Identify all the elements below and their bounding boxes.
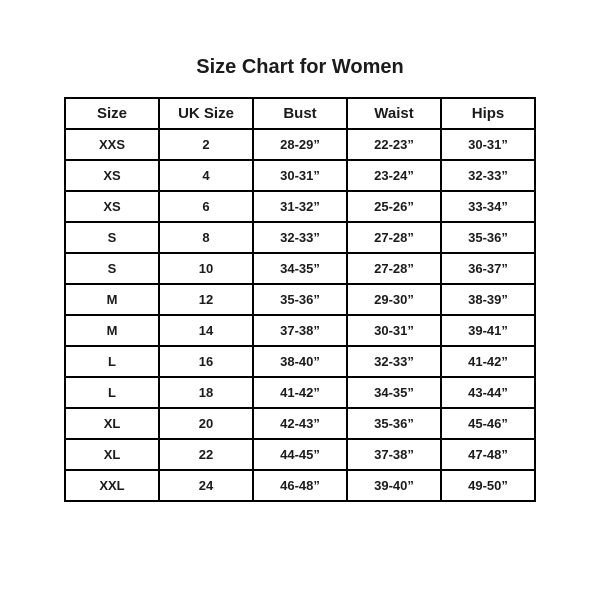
cell-uk-size: 6 [159,191,253,222]
table-row [65,377,535,408]
cell-hips: 39-41” [441,315,535,346]
cell-size: XS [65,160,159,191]
header-row [65,98,535,129]
table-row [65,284,535,315]
cell-size: M [65,284,159,315]
cell-bust: 31-32” [253,191,347,222]
cell-uk-size: 14 [159,315,253,346]
table-row [65,222,535,253]
table-row [65,315,535,346]
header-uk-size: UK Size [159,98,253,129]
table-header [65,98,535,129]
cell-waist: 23-24” [347,160,441,191]
cell-bust: 37-38” [253,315,347,346]
cell-waist: 39-40” [347,470,441,501]
cell-uk-size: 22 [159,439,253,470]
cell-size: S [65,222,159,253]
cell-waist: 37-38” [347,439,441,470]
cell-waist: 32-33” [347,346,441,377]
cell-bust: 34-35” [253,253,347,284]
cell-bust: 38-40” [253,346,347,377]
cell-uk-size: 16 [159,346,253,377]
cell-hips: 47-48” [441,439,535,470]
cell-size: L [65,377,159,408]
cell-uk-size: 20 [159,408,253,439]
cell-waist: 25-26” [347,191,441,222]
cell-hips: 33-34” [441,191,535,222]
cell-bust: 44-45” [253,439,347,470]
cell-size: S [65,253,159,284]
cell-size: M [65,315,159,346]
cell-bust: 30-31” [253,160,347,191]
cell-waist: 34-35” [347,377,441,408]
cell-bust: 35-36” [253,284,347,315]
cell-bust: 42-43” [253,408,347,439]
cell-size: XL [65,408,159,439]
cell-hips: 38-39” [441,284,535,315]
cell-uk-size: 10 [159,253,253,284]
cell-waist: 27-28” [347,253,441,284]
header-waist: Waist [347,98,441,129]
cell-hips: 36-37” [441,253,535,284]
cell-uk-size: 8 [159,222,253,253]
cell-waist: 35-36” [347,408,441,439]
header-size: Size [65,98,159,129]
cell-waist: 27-28” [347,222,441,253]
cell-hips: 41-42” [441,346,535,377]
header-bust: Bust [253,98,347,129]
cell-bust: 46-48” [253,470,347,501]
cell-size: XXS [65,129,159,160]
cell-size: XXL [65,470,159,501]
cell-hips: 35-36” [441,222,535,253]
table-body [65,129,535,501]
cell-bust: 28-29” [253,129,347,160]
cell-uk-size: 12 [159,284,253,315]
cell-hips: 32-33” [441,160,535,191]
table-row [65,408,535,439]
cell-hips: 30-31” [441,129,535,160]
cell-uk-size: 24 [159,470,253,501]
table-row [65,160,535,191]
size-chart-table [64,97,536,502]
table-row [65,470,535,501]
cell-size: XS [65,191,159,222]
cell-uk-size: 4 [159,160,253,191]
cell-size: XL [65,439,159,470]
table-row [65,191,535,222]
table-row [65,253,535,284]
cell-hips: 45-46” [441,408,535,439]
cell-uk-size: 2 [159,129,253,160]
cell-hips: 49-50” [441,470,535,501]
cell-waist: 30-31” [347,315,441,346]
cell-waist: 22-23” [347,129,441,160]
table-row [65,439,535,470]
table-row [65,129,535,160]
cell-uk-size: 18 [159,377,253,408]
cell-hips: 43-44” [441,377,535,408]
cell-bust: 41-42” [253,377,347,408]
cell-bust: 32-33” [253,222,347,253]
cell-waist: 29-30” [347,284,441,315]
table-row [65,346,535,377]
cell-size: L [65,346,159,377]
page-title: Size Chart for Women [196,56,404,78]
header-hips: Hips [441,98,535,129]
